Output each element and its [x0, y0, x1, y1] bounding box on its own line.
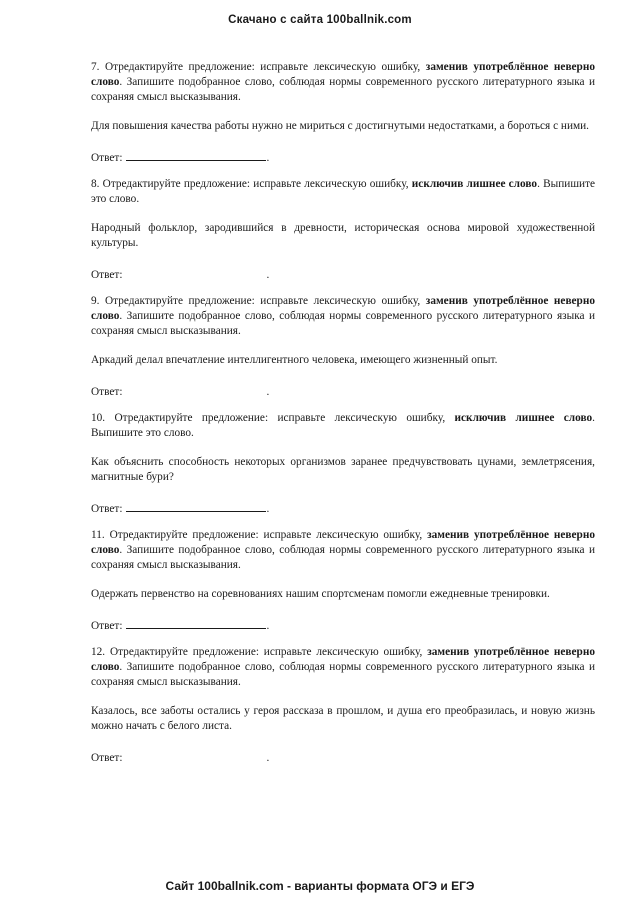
instruction-text: 10. Отредактируйте предложение: исправьте лексическую ошибку,: [91, 412, 455, 424]
instruction-text-end: . Выпишите это слово.: [91, 412, 595, 439]
task-instruction: [91, 528, 595, 573]
instruction-text-end: . Выпишите это слово.: [91, 178, 596, 205]
task-sentence: Одержать первенство на соревнованиях нашим спортсменам помогли ежедневные тренировки.: [91, 588, 550, 600]
task-12: [91, 645, 595, 764]
answer-row: [91, 383, 595, 398]
instruction-emphasis: заменив употреблённое неверно слово: [91, 61, 595, 88]
task-sentence: Для повышения качества работы нужно не мириться с достигнутыми недостатками, а бороться с ними.: [91, 120, 590, 132]
instruction-emphasis: заменив употреблённое неверно слово: [91, 295, 595, 322]
task-10: [91, 411, 595, 515]
answer-row: [91, 617, 595, 632]
task-7: [91, 60, 595, 164]
instruction-emphasis: исключив лишнее слово: [411, 178, 538, 190]
instruction-text-end: . Запишите подобранное слово, соблюдая нормы современного русского литературного языка и сохраняя смысл высказывания.: [91, 544, 595, 571]
instruction-text: 8. Отредактируйте предложение: исправьте лексическую ошибку,: [91, 178, 412, 190]
task-instruction: [91, 294, 595, 339]
document-body: [91, 60, 595, 764]
task-instruction: [91, 411, 595, 441]
instruction-text: 11. Отредактируйте предложение: исправьте лексическую ошибку,: [91, 529, 428, 541]
page-footer: Сайт 100ballnik.com - варианты формата ОГЭ и ЕГЭ: [165, 879, 475, 893]
answer-end: .: [266, 620, 270, 632]
answer-field[interactable]: [126, 617, 266, 629]
task-11: [91, 528, 595, 632]
answer-end: .: [266, 752, 270, 764]
answer-end: .: [266, 386, 270, 398]
page-header: Скачано с сайта 100ballnik.com: [228, 14, 412, 26]
answer-row: [91, 149, 595, 164]
instruction-text: 7. Отредактируйте предложение: исправьте лексическую ошибку,: [91, 61, 426, 73]
task-instruction: [91, 177, 595, 207]
instruction-text-end: . Запишите подобранное слово, соблюдая нормы современного русского литературного языка и сохраняя смысл высказывания.: [91, 76, 595, 103]
answer-label: Ответ:: [91, 152, 123, 164]
task-instruction: [91, 645, 595, 690]
answer-field[interactable]: [126, 749, 266, 761]
instruction-text-end: . Запишите подобранное слово, соблюдая нормы современного русского литературного языка и сохраняя смысл высказывания.: [91, 310, 595, 337]
answer-label: Ответ:: [91, 752, 123, 764]
task-9: [91, 294, 595, 398]
task-sentence: Аркадий делал впечатление интеллигентного человека, имеющего жизненный опыт.: [91, 354, 498, 366]
answer-row: [91, 749, 595, 764]
task-instruction: [91, 60, 595, 105]
answer-end: .: [266, 152, 270, 164]
task-8: [91, 177, 595, 281]
answer-row: [91, 266, 595, 281]
instruction-text: 12. Отредактируйте предложение: исправьте лексическую ошибку,: [91, 646, 428, 658]
answer-label: Ответ:: [91, 503, 123, 515]
instruction-emphasis: исключив лишнее слово: [454, 412, 593, 424]
task-sentence: Казалось, все заботы остались у героя рассказа в прошлом, и душа его преобразилась, и новую жизнь можно начать с белого листа.: [91, 705, 595, 732]
answer-end: .: [266, 269, 270, 281]
instruction-emphasis: заменив употреблённое неверно слово: [91, 529, 595, 556]
answer-label: Ответ:: [91, 620, 123, 632]
answer-field[interactable]: [126, 500, 266, 512]
task-sentence: Как объяснить способность некоторых организмов заранее предчувствовать цунами, землетрясения, магнитные бури?: [91, 456, 595, 483]
instruction-text-end: . Запишите подобранное слово, соблюдая нормы современного русского литературного языка и сохраняя смысл высказывания.: [91, 661, 595, 688]
answer-field[interactable]: [126, 266, 266, 278]
instruction-text: 9. Отредактируйте предложение: исправьте лексическую ошибку,: [91, 295, 426, 307]
task-sentence: Народный фольклор, зародившийся в древности, историческая основа мировой художественной культуры.: [91, 222, 595, 249]
answer-field[interactable]: [126, 149, 266, 161]
answer-label: Ответ:: [91, 269, 123, 281]
answer-end: .: [266, 503, 270, 515]
instruction-emphasis: заменив употреблённое неверно слово: [91, 646, 595, 673]
answer-field[interactable]: [126, 383, 266, 395]
answer-label: Ответ:: [91, 386, 123, 398]
answer-row: [91, 500, 595, 515]
